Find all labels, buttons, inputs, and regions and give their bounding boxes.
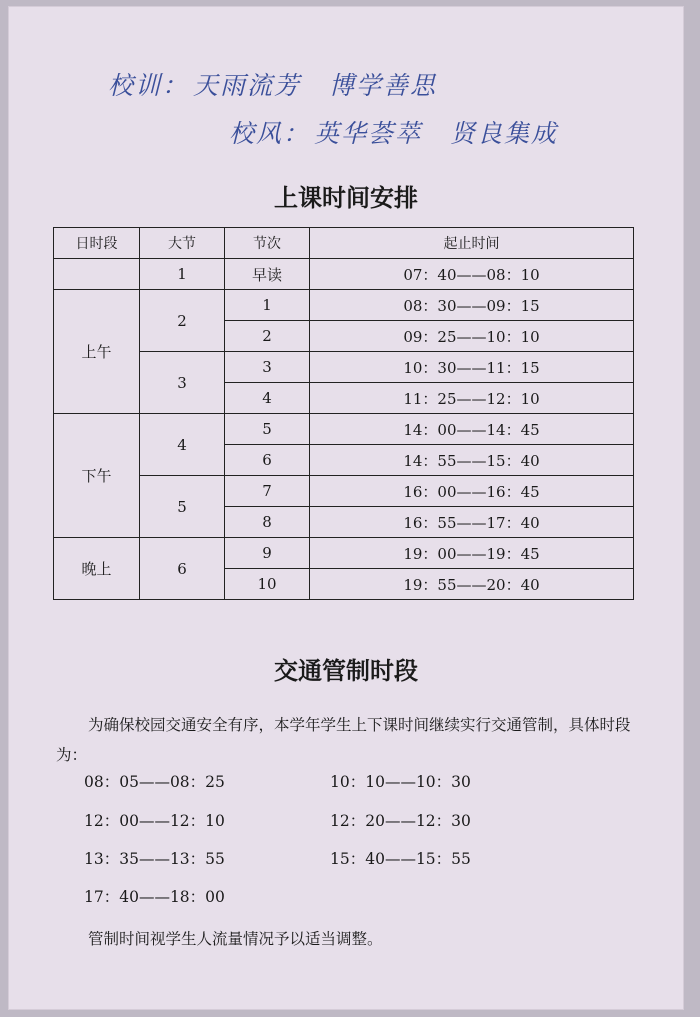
time-cell: 19：55——20：40 [310, 569, 634, 600]
table-row [54, 538, 634, 569]
big-section-cell: 6 [140, 538, 225, 600]
big-section-cell: 5 [140, 476, 225, 538]
header-big-section: 大节 [140, 228, 225, 259]
time-cell: 11：25——12：10 [310, 383, 634, 414]
table-header-row [54, 228, 634, 259]
traffic-slot: 12：20——12：30 [330, 812, 471, 830]
traffic-note: 管制时间视学生人流量情况予以适当调整。 [88, 930, 383, 948]
lesson-cell: 8 [225, 507, 310, 538]
style-label: 校风： [229, 119, 311, 148]
style-text-1: 英华荟萃 [314, 119, 423, 148]
lesson-cell: 6 [225, 445, 310, 476]
lesson-cell: 5 [225, 414, 310, 445]
lesson-cell: 4 [225, 383, 310, 414]
time-cell: 19：00——19：45 [310, 538, 634, 569]
time-cell: 14：55——15：40 [310, 445, 634, 476]
traffic-slot: 10：10——10：30 [330, 773, 471, 791]
notice-card [8, 6, 684, 1010]
traffic-slot: 17：40——18：00 [84, 888, 225, 906]
style-text-2: 贤良集成 [450, 119, 559, 148]
period-cell [54, 259, 140, 290]
traffic-slot: 12：00——12：10 [84, 812, 225, 830]
lesson-cell: 2 [225, 321, 310, 352]
traffic-slot: 08：05——08：25 [84, 773, 225, 791]
period-cell: 上午 [54, 290, 140, 414]
school-motto [108, 66, 437, 102]
table-row [54, 414, 634, 445]
traffic-title: 交通管制时段 [274, 657, 418, 685]
time-cell: 16：55——17：40 [310, 507, 634, 538]
header-period: 日时段 [54, 228, 140, 259]
lesson-cell: 7 [225, 476, 310, 507]
lesson-cell: 1 [225, 290, 310, 321]
schedule-rows [54, 259, 634, 600]
time-cell: 16：00——16：45 [310, 476, 634, 507]
header-lesson: 节次 [225, 228, 310, 259]
table-row [54, 290, 634, 321]
big-section-cell: 2 [140, 290, 225, 352]
time-cell: 10：30——11：15 [310, 352, 634, 383]
traffic-slot: 13：35——13：55 [84, 850, 225, 868]
lesson-cell: 早读 [225, 259, 310, 290]
table-row [54, 352, 634, 383]
schedule-title: 上课时间安排 [274, 184, 418, 212]
big-section-cell: 3 [140, 352, 225, 414]
time-cell: 09：25——10：10 [310, 321, 634, 352]
motto-text-2: 博学善思 [329, 71, 438, 100]
time-cell: 07：40——08：10 [310, 259, 634, 290]
header-time: 起止时间 [310, 228, 634, 259]
big-section-cell: 4 [140, 414, 225, 476]
lesson-cell: 10 [225, 569, 310, 600]
lesson-cell: 9 [225, 538, 310, 569]
motto-label: 校训： [108, 71, 190, 100]
motto-text-1: 天雨流芳 [193, 71, 302, 100]
big-section-cell: 1 [140, 259, 225, 290]
lesson-cell: 3 [225, 352, 310, 383]
traffic-intro: 为确保校园交通安全有序，本学年学生上下课时间继续实行交通管制，具体时段为： [56, 716, 631, 764]
period-cell: 晚上 [54, 538, 140, 600]
schedule-table [53, 227, 634, 600]
table-row [54, 476, 634, 507]
time-cell: 14：00——14：45 [310, 414, 634, 445]
traffic-slot: 15：40——15：55 [330, 850, 471, 868]
table-row [54, 259, 634, 290]
time-cell: 08：30——09：15 [310, 290, 634, 321]
school-style [229, 114, 558, 150]
period-cell: 下午 [54, 414, 140, 538]
